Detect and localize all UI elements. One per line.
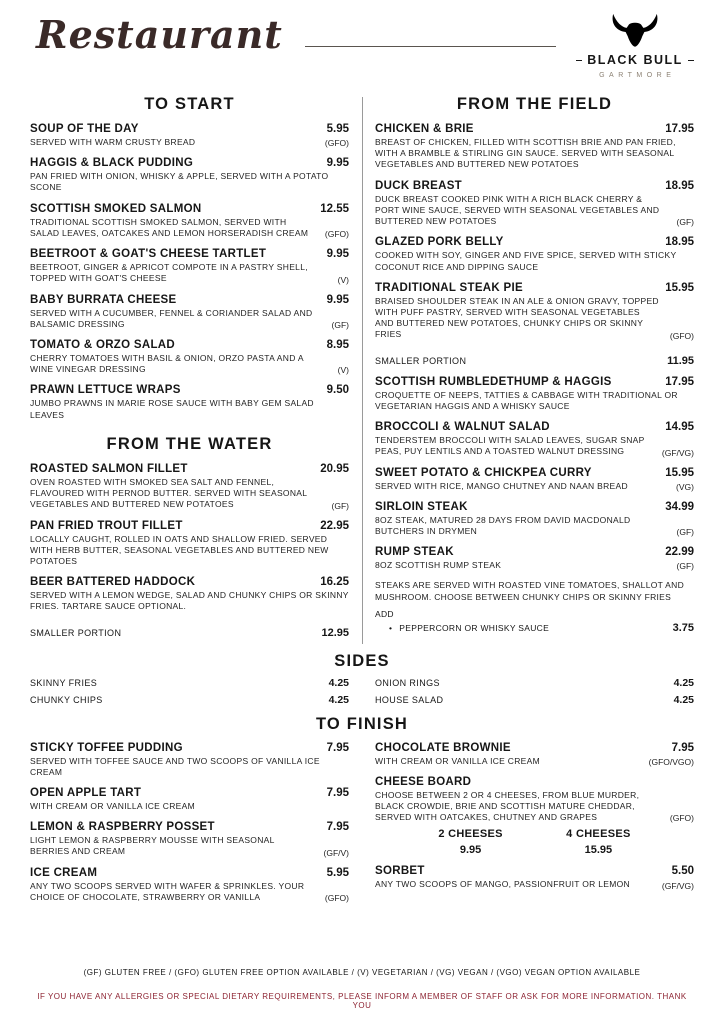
item-header xyxy=(30,294,349,306)
item-description: WITH CREAM OR VANILLA ICE CREAM xyxy=(375,755,540,766)
option-price: 9.95 xyxy=(459,844,482,857)
item-description-row xyxy=(375,137,694,171)
item-price: 17.95 xyxy=(665,123,694,135)
item-name: SORBET xyxy=(375,865,425,878)
item-name: TRADITIONAL STEAK PIE xyxy=(375,281,523,294)
item-description-row xyxy=(375,481,694,492)
section-title-to-finish: TO FINISH xyxy=(315,714,409,733)
item-name: OPEN APPLE TART xyxy=(30,787,142,800)
dietary-tag: (GFO) xyxy=(324,893,349,904)
item-price: 8.95 xyxy=(326,338,349,351)
item-description: CHOOSE BETWEEN 2 OR 4 CHEESES, FROM BLUE MURDER, BLACK CROWDIE, BRIE AND SCOTTISH MATURE CHEDDAR, SERVED WITH OATCAKES, CHUTNEY AND GRAPES xyxy=(375,789,640,823)
side-item xyxy=(375,694,694,706)
item-description-row xyxy=(30,590,349,612)
item-header xyxy=(30,787,349,799)
item-header xyxy=(30,463,349,475)
option-label: 2 CHEESES xyxy=(438,828,503,841)
item-header xyxy=(30,821,349,833)
dietary-tag: (GFO) xyxy=(669,813,694,824)
item-price: 7.95 xyxy=(326,821,349,834)
dietary-tag: (GFO) xyxy=(669,330,694,341)
item-header xyxy=(30,576,349,588)
item-header xyxy=(30,203,349,215)
item-description: SERVED WITH WARM CRUSTY BREAD xyxy=(30,137,196,147)
side-price: 4.25 xyxy=(673,676,694,689)
item-price: 7.95 xyxy=(326,787,349,800)
to-finish-columns xyxy=(30,742,694,913)
item-header xyxy=(375,180,694,192)
item-description: OVEN ROASTED WITH SMOKED SEA SALT AND FENNEL, FLAVOURED WITH PERNOD BUTTER. SERVED WITH SEASONAL VEGETABLES AND BUTTERED NEW POTATOES xyxy=(30,476,307,510)
item-name: SIRLOIN STEAK xyxy=(375,500,468,513)
allergy-note: IF YOU HAVE ANY ALLERGIES OR SPECIAL DIETARY REQUIREMENTS, PLEASE INFORM A MEMBER OF STAFF OR ASK FOR MORE INFORMATION. THANK YOU xyxy=(37,992,687,1010)
dietary-tag: (V) xyxy=(337,274,349,285)
addon-label: PEPPERCORN OR WHISKY SAUCE xyxy=(399,622,550,633)
menu-item xyxy=(375,376,694,412)
item-price: 11.95 xyxy=(667,354,694,367)
menu-item xyxy=(30,821,349,857)
smaller-portion-row xyxy=(30,627,349,639)
item-description-row xyxy=(30,881,349,903)
menu-item xyxy=(375,467,694,492)
item-description-row xyxy=(30,171,349,193)
section-from-the-water xyxy=(30,435,349,639)
dietary-legend: (GF) GLUTEN FREE / (GFO) GLUTEN FREE OPTION AVAILABLE / (V) VEGETARIAN / (VG) VEGAN / (VGO) VEGAN OPTION AVAILABLE xyxy=(83,968,641,977)
item-price: 18.95 xyxy=(665,179,694,192)
item-description: WITH CREAM OR VANILLA ICE CREAM xyxy=(30,801,195,812)
cheese-options xyxy=(375,828,694,856)
item-description-row xyxy=(375,296,694,341)
menu-columns xyxy=(30,95,694,648)
item-description-row xyxy=(375,756,694,767)
menu-item xyxy=(30,742,349,778)
menu-note: STEAKS ARE SERVED WITH ROASTED VINE TOMATOES, SHALLOT AND MUSHROOM. CHOOSE BETWEEN CHUNKY CHIPS OR SKINNY FRIES xyxy=(375,580,685,602)
item-name: SCOTTISH RUMBLEDETHUMP & HAGGIS xyxy=(375,375,612,388)
menu-item xyxy=(30,339,349,375)
menu-item xyxy=(375,123,694,171)
item-description: TENDERSTEM BROCCOLI WITH SALAD LEAVES, SUGAR SNAP PEAS, PUY LENTILS AND A TOASTED WALNUT DRESSING xyxy=(375,435,645,457)
menu-item xyxy=(375,180,694,228)
dietary-tag: (GFO/VGO) xyxy=(648,756,694,767)
item-header xyxy=(375,236,694,248)
menu-item xyxy=(30,294,349,330)
item-price: 9.50 xyxy=(326,384,349,397)
menu-item xyxy=(30,248,349,284)
menu-item xyxy=(30,576,349,612)
item-name: BEER BATTERED HADDOCK xyxy=(30,576,196,589)
restaurant-script-title: Restaurant xyxy=(36,12,283,57)
item-description-row xyxy=(30,217,349,239)
item-price: 7.95 xyxy=(326,741,349,754)
item-price: 20.95 xyxy=(320,462,349,475)
smaller-portion-row xyxy=(375,355,694,367)
item-description-row xyxy=(375,250,694,272)
header xyxy=(30,12,694,79)
section-title-from-the-water: FROM THE WATER xyxy=(106,434,273,453)
item-description-row xyxy=(30,262,349,284)
item-description: ANY TWO SCOOPS SERVED WITH WAFER & SPRINKLES. YOUR CHOICE OF CHOCOLATE, STRAWBERRY OR VANILLA xyxy=(30,880,305,902)
logo-name-row xyxy=(576,53,694,67)
item-price: 22.95 xyxy=(320,519,349,532)
section-to-start xyxy=(30,95,349,421)
item-description-row xyxy=(30,398,349,420)
item-description-row xyxy=(30,477,349,511)
item-header xyxy=(30,248,349,260)
dietary-tag: (GF) xyxy=(676,527,694,538)
item-name: BABY BURRATA CHEESE xyxy=(30,293,177,306)
side-name: SKINNY FRIES xyxy=(30,677,98,688)
item-header xyxy=(30,123,349,135)
item-price: 16.25 xyxy=(320,576,349,589)
menu-item xyxy=(30,203,349,239)
item-price: 15.95 xyxy=(665,466,694,479)
footer xyxy=(30,968,694,1010)
item-header xyxy=(375,776,694,788)
header-rule xyxy=(305,46,556,47)
item-name: LEMON & RASPBERRY POSSET xyxy=(30,821,215,834)
item-description-row xyxy=(30,756,349,778)
column-divider xyxy=(362,97,363,644)
dietary-tag: (V) xyxy=(337,365,349,376)
item-price: 5.50 xyxy=(671,865,694,878)
item-name: ICE CREAM xyxy=(30,866,98,879)
item-description-row xyxy=(375,390,694,412)
item-price: 18.95 xyxy=(665,236,694,249)
item-price: 9.95 xyxy=(326,157,349,170)
menu-item xyxy=(375,282,694,341)
dietary-tag: (GF/V) xyxy=(323,847,349,858)
item-header xyxy=(375,467,694,479)
item-price: 3.75 xyxy=(672,621,694,634)
item-name: SWEET POTATO & CHICKPEA CURRY xyxy=(375,466,592,479)
item-description: ANY TWO SCOOPS OF MANGO, PASSIONFRUIT OR LEMON xyxy=(375,879,630,890)
to-finish-left xyxy=(30,742,349,913)
black-bull-logo xyxy=(576,12,694,79)
item-price: 7.95 xyxy=(671,741,694,754)
item-name: GLAZED PORK BELLY xyxy=(375,236,504,249)
right-column xyxy=(375,95,694,648)
item-header xyxy=(375,376,694,388)
menu-item xyxy=(30,123,349,148)
menu-item xyxy=(375,421,694,457)
item-description-row xyxy=(375,879,694,890)
dietary-tag: (GF) xyxy=(331,319,349,330)
item-name: SOUP OF THE DAY xyxy=(30,123,139,135)
item-header xyxy=(30,520,349,532)
item-price: 9.95 xyxy=(326,248,349,261)
item-name: DUCK BREAST xyxy=(375,179,462,192)
item-description: 8OZ STEAK, MATURED 28 DAYS FROM DAVID MACDONALD BUTCHERS IN DRYMEN xyxy=(375,514,631,536)
item-description-row xyxy=(30,308,349,330)
to-finish-right xyxy=(375,742,694,913)
item-description: SERVED WITH RICE, MANGO CHUTNEY AND NAAN BREAD xyxy=(375,480,628,491)
menu-item xyxy=(30,520,349,568)
dietary-tag: (GFO) xyxy=(324,229,349,240)
item-price: 22.99 xyxy=(665,546,694,559)
item-description-row xyxy=(375,515,694,537)
side-price: 4.25 xyxy=(673,693,694,706)
item-description-row xyxy=(375,790,694,824)
item-description: BRAISED SHOULDER STEAK IN AN ALE & ONION GRAVY, TOPPED WITH PUFF PASTRY, SERVED WITH SEASONAL VEGETABLES AND BUTTERED NEW POTATOES, CHUNKY CHIPS OR SKINNY FRIES xyxy=(375,295,659,340)
side-name: ONION RINGS xyxy=(375,677,440,688)
side-name: CHUNKY CHIPS xyxy=(30,694,103,705)
menu-item xyxy=(375,742,694,767)
sides-columns xyxy=(30,677,694,711)
item-description-row xyxy=(30,353,349,375)
menu-item xyxy=(375,501,694,537)
option-label: 4 CHEESES xyxy=(566,828,631,841)
from-the-field-items xyxy=(375,123,694,634)
dietary-tag: (VG) xyxy=(676,481,694,492)
section-title-to-start: TO START xyxy=(144,95,235,113)
side-item xyxy=(30,677,349,689)
item-description: COOKED WITH SOY, GINGER AND FIVE SPICE, SERVED WITH STICKY COCONUT RICE AND DIPPING SAUCE xyxy=(375,250,677,272)
item-name: CHEESE BOARD xyxy=(375,775,472,788)
side-item xyxy=(30,694,349,706)
item-description: TRADITIONAL SCOTTISH SMOKED SALMON, SERVED WITH SALAD LEAVES, OATCAKES AND LEMON HORSERADISH CREAM xyxy=(30,216,309,238)
item-name: CHICKEN & BRIE xyxy=(375,123,474,135)
dietary-tag: (GF/VG) xyxy=(661,880,694,891)
item-price: 34.99 xyxy=(665,500,694,513)
item-name: TOMATO & ORZO SALAD xyxy=(30,338,175,351)
item-description: LOCALLY CAUGHT, ROLLED IN OATS AND SHALLOW FRIED. SERVED WITH HERB BUTTER, SEASONAL VEGETABLES AND BUTTERED NEW POTATOES xyxy=(30,533,329,566)
section-title-from-the-field: FROM THE FIELD xyxy=(456,95,613,113)
cheese-option xyxy=(438,828,502,856)
item-header xyxy=(375,742,694,754)
to-finish-section xyxy=(30,715,694,913)
item-description: BREAST OF CHICKEN, FILLED WITH SCOTTISH BRIE AND PAN FRIED, WITH A BRAMBLE & STIRLING GIN SAUCE. SERVED WITH SEASONAL VEGETABLES AND BUTTERED NEW POTATOES xyxy=(375,137,676,170)
item-price: 5.95 xyxy=(326,866,349,879)
item-price: 12.95 xyxy=(321,626,349,639)
side-name: HOUSE SALAD xyxy=(375,694,444,705)
item-description: CROQUETTE OF NEEPS, TATTIES & CABBAGE WITH TRADITIONAL OR VEGETARIAN HAGGIS AND A WHISKY SAUCE xyxy=(375,389,678,411)
from-the-water-items xyxy=(30,463,349,639)
item-name: HAGGIS & BLACK PUDDING xyxy=(30,157,194,170)
section-from-the-field xyxy=(375,95,694,634)
addon-name xyxy=(389,623,549,633)
menu-item xyxy=(30,157,349,193)
item-name: SCOTTISH SMOKED SALMON xyxy=(30,202,202,215)
menu-item xyxy=(375,865,694,890)
dietary-tag: (GF) xyxy=(676,217,694,228)
item-description: SERVED WITH TOFFEE SAUCE AND TWO SCOOPS OF VANILLA ICE CREAM xyxy=(30,755,320,777)
item-description-row xyxy=(30,534,349,568)
item-header xyxy=(30,157,349,169)
item-description: SERVED WITH A CUCUMBER, FENNEL & CORIANDER SALAD AND BALSAMIC DRESSING xyxy=(30,307,313,329)
item-description: LIGHT LEMON & RASPBERRY MOUSSE WITH SEASONAL BERRIES AND CREAM xyxy=(30,835,275,857)
item-price: 14.95 xyxy=(665,421,694,434)
item-description: PAN FRIED WITH ONION, WHISKY & APPLE, SERVED WITH A POTATO SCONE xyxy=(30,171,329,193)
logo-location: GARTMORE xyxy=(599,72,676,79)
sides-left xyxy=(30,677,349,711)
item-name: STICKY TOFFEE PUDDING xyxy=(30,741,183,754)
cheese-option xyxy=(566,828,630,856)
item-name: RUMP STEAK xyxy=(375,546,454,559)
item-header xyxy=(30,742,349,754)
option-price: 15.95 xyxy=(584,844,613,857)
bullet-icon: • xyxy=(389,622,393,633)
item-name: SMALLER PORTION xyxy=(30,627,122,638)
item-name: PAN FRIED TROUT FILLET xyxy=(30,519,183,532)
item-header xyxy=(30,339,349,351)
item-description: DUCK BREAST COOKED PINK WITH A RICH BLACK CHERRY & PORT WINE SAUCE, SERVED WITH SEASONAL VEGETABLES AND BUTTERED NEW POTATOES xyxy=(375,193,660,227)
item-price: 15.95 xyxy=(665,281,694,294)
item-description: CHERRY TOMATOES WITH BASIL & ONION, ORZO PASTA AND A WINE VINEGAR DRESSING xyxy=(30,352,304,375)
item-header xyxy=(375,421,694,433)
addon-row xyxy=(375,622,694,634)
section-title-sides: SIDES xyxy=(334,651,390,670)
dietary-tag: (GF) xyxy=(676,561,694,572)
item-header xyxy=(30,384,349,396)
menu-item xyxy=(30,867,349,903)
item-price: 12.55 xyxy=(320,202,349,215)
logo-rule-left xyxy=(576,60,582,61)
item-header xyxy=(375,546,694,558)
item-header xyxy=(375,865,694,877)
menu-item xyxy=(30,384,349,420)
side-item xyxy=(375,677,694,689)
item-description-row xyxy=(30,801,349,812)
bull-icon xyxy=(576,12,694,50)
item-name: PRAWN LETTUCE WRAPS xyxy=(30,384,181,397)
item-price: 17.95 xyxy=(665,375,694,388)
item-description: BEETROOT, GINGER & APRICOT COMPOTE IN A PASTRY SHELL, TOPPED WITH GOAT'S CHEESE xyxy=(30,262,308,284)
item-header xyxy=(375,123,694,135)
item-description: SERVED WITH A LEMON WEDGE, SALAD AND CHUNKY CHIPS OR SKINNY FRIES. TARTARE SAUCE OPTIONAL. xyxy=(30,590,349,612)
item-header xyxy=(375,282,694,294)
item-description-row xyxy=(375,560,694,571)
dietary-tag: (GF/VG) xyxy=(661,447,694,458)
item-name: BEETROOT & GOAT'S CHEESE TARTLET xyxy=(30,248,267,261)
sides-section xyxy=(30,652,694,711)
menu-item xyxy=(30,463,349,511)
item-header xyxy=(375,501,694,513)
item-header xyxy=(30,867,349,879)
side-price: 4.25 xyxy=(328,693,349,706)
item-description-row xyxy=(375,194,694,228)
item-name: BROCCOLI & WALNUT SALAD xyxy=(375,421,550,434)
dietary-tag: (GFO) xyxy=(324,138,349,149)
left-column xyxy=(30,95,349,648)
add-label: ADD xyxy=(375,608,394,619)
item-name: ROASTED SALMON FILLET xyxy=(30,462,188,475)
sides-right xyxy=(375,677,694,711)
item-name: CHOCOLATE BROWNIE xyxy=(375,741,511,754)
logo-rule-right xyxy=(688,60,694,61)
menu-item xyxy=(375,776,694,857)
item-description-row xyxy=(375,435,694,457)
logo-name: BLACK BULL xyxy=(587,53,683,67)
item-price: 5.95 xyxy=(326,123,349,135)
item-description: JUMBO PRAWNS IN MARIE ROSE SAUCE WITH BABY GEM SALAD LEAVES xyxy=(30,398,314,420)
side-price: 4.25 xyxy=(328,676,349,689)
item-price: 9.95 xyxy=(326,293,349,306)
item-name: SMALLER PORTION xyxy=(375,355,467,366)
menu-item xyxy=(375,546,694,571)
item-description-row xyxy=(30,137,349,148)
menu-item xyxy=(30,787,349,812)
to-start-items xyxy=(30,123,349,421)
item-description-row xyxy=(30,835,349,857)
menu-item xyxy=(375,236,694,272)
dietary-tag: (GF) xyxy=(331,500,349,511)
item-description: 8OZ SCOTTISH RUMP STEAK xyxy=(375,560,502,571)
